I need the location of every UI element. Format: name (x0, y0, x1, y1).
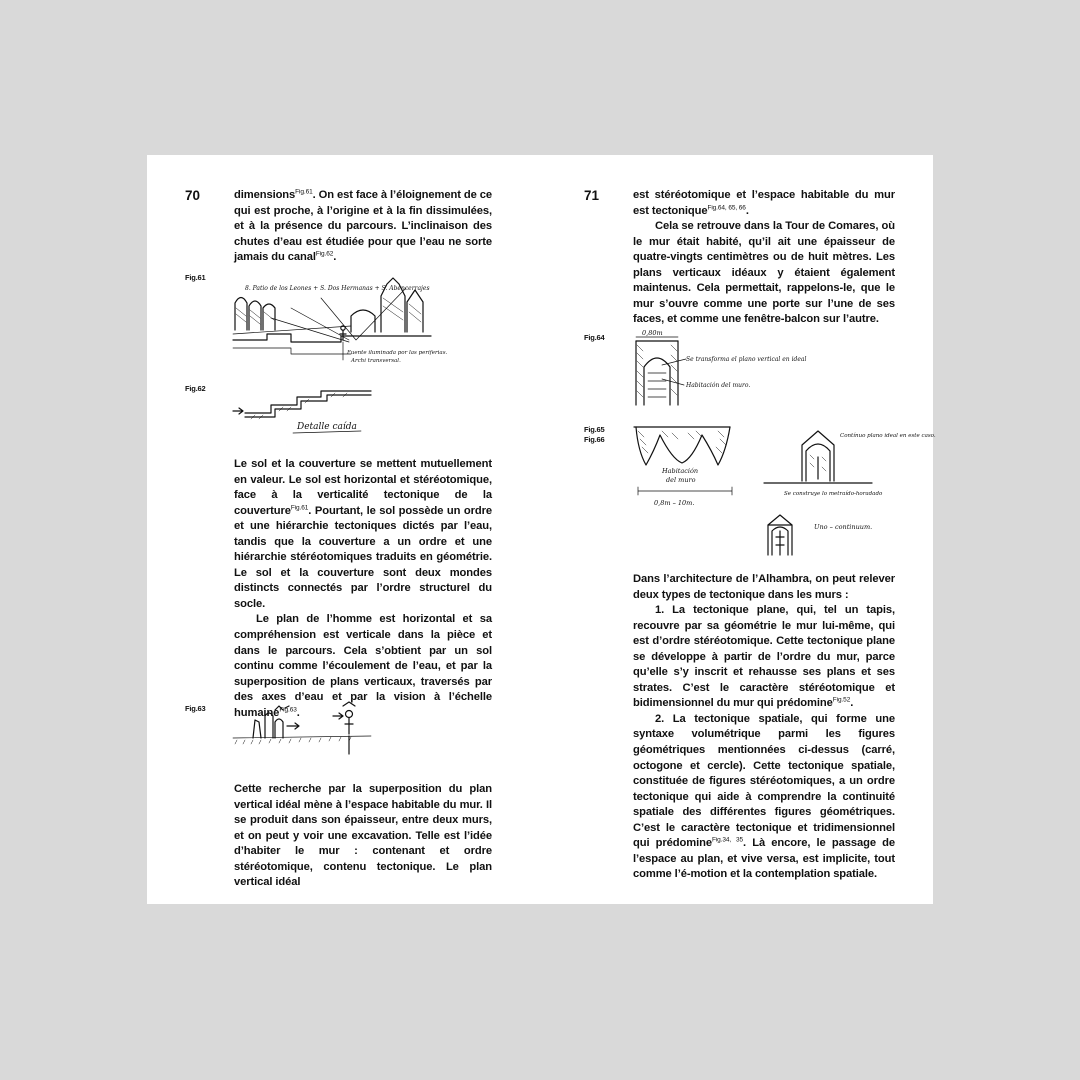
fig65-caption-2: del muro (666, 476, 696, 484)
fig64-caption-top: 0,80m (642, 329, 663, 337)
left-paragraph-3: Le plan de l’homme est horizontal et sa compréhension est verticale dans la pièce et dans le parcours. Cela s’obtient par un sol continu comme l’écoulement de l’eau, et par la superposition de plans verticaux, traversés par des axes d’eau et par la vision à l’échelle humaine$^{Fig.63}$. (234, 613, 492, 719)
fig63-label: Fig.63 (185, 704, 206, 713)
book-spread (147, 155, 936, 904)
figure-reference: Fig.61 (295, 188, 313, 196)
figure-reference: Fig.62 (315, 250, 334, 258)
fig61-caption-bottom-2: Archi transversal. (351, 358, 401, 364)
fig66-caption-1: Contínuo plano ideal en este caso. (840, 433, 936, 439)
fig66-caption-3: Uno – continuum. (814, 523, 873, 531)
figure-reference: Fig.34, 35 (711, 836, 744, 844)
right-list-item-1: 1. La tectonique plane, qui, tel un tapis, recouvre par sa géométrie le mur lui-même, qui est d’ordre stéréotomique. Cette tectonique plane se développe à partir de l’ordre du mur, parce qu’elle s’y inscrit et rehausse ses plans et ses strates. C’est le caractère stéréotomique et bidimensionnel du mur qui prédomine$^{Fig.52}$. (633, 604, 895, 710)
fig63-human-scale-sketch (231, 700, 371, 770)
fig62-caption: Detalle caída (297, 422, 357, 432)
fig65-label: Fig.65 (584, 425, 605, 434)
fig66-label: Fig.66 (584, 435, 605, 444)
fig64-caption-1: Se transforma el plano vertical en ideal (686, 356, 807, 363)
figure-reference: Fig.61 (290, 503, 309, 511)
fig61-caption-top: 8. Patio de los Leones + S. Dos Hermanas + S. Abencerrajes (245, 285, 430, 292)
fig65-wall-section-sketch (632, 421, 742, 511)
right-paragraph-3: Dans l’architecture de l’Alhambra, on peut relever deux types de tectonique dans les murs : 1. La tectonique plane, qui, tel un tapis, recouvre par sa géométrie le mur lui-même, qui est d’ordre stéréotomique. Cette tectonique plane se développe à partir de l’ordre du mur, parce qu’elle s’y inscrit et rehausse ses plans et ses strates. C’est le caractère stéréotomique et bidimensionnel du mur qui prédomine$^{Fig.52}$. 2. La tectonique spatiale, qui forme une syntaxe volumétrique parmi les figures géométriques mentionnées ci-dessus (carré, octogone et cercle). Cette tectonique spatiale, constituée de figures stéréotomiques, a un ordre tectonique qui aide à comprendre la continuité spatiale des différentes figures géométriques. C’est le caractère tectonique et tridimensionnel qui prédomine$^{Fig.34, 35}$. Là encore, le passage de l’espace au plan, et vive versa, est implicite, tout comme l’é-motion et la contemplation spatiale. (633, 572, 895, 883)
fig65-caption-1: Habitación (662, 467, 699, 475)
right-page-number: 71 (584, 188, 600, 203)
left-page-number: 70 (185, 188, 201, 203)
right-paragraph-1: est stéréotomique et l’espace habitable du mur est tectonique$^{Fig.64, 65, 66}$. Cela se retrouve dans la Tour de Comares, où le mur était habité, qu’il ait une épaisseur de quatre-vingts centimètres ou de huit mètres. Les plans verticaux idéaux y étaient également maintenus. Cela permettait, rappelons-le, que le mur s’ouvre comme une porte sur l’une de ses faces, et comme une fenêtre-balcon sur l’autre. (633, 188, 895, 328)
figure-reference: Fig.52 (832, 696, 851, 704)
right-paragraph-2: Cela se retrouve dans la Tour de Comares, où le mur était habité, qu’il ait une épaisseur de quatre-vingts centimètres ou de huit mètres. Les plans verticaux idéaux y étaient également maintenus. Cela permettait, rappelons-le, que le mur s’ouvre comme une porte sur l’une de ses faces, et comme une fenêtre-balcon sur l’autre. (633, 220, 895, 326)
left-paragraph-1: dimensions$^{Fig.61}$. On est face à l’éloignement de ce qui est proche, à l’origine et à la fin dissimulées, et à la présence du parcours. L’inclinaison des chutes d’eau est étudiée pour que l’eau ne sorte jamais du canal$^{Fig.62}$. (234, 188, 492, 264)
fig61-caption-bottom-1: Fuente iluminada por las periferias. (347, 350, 448, 356)
fig61-label: Fig.61 (185, 273, 206, 282)
fig64-caption-2: Habitación del muro. (686, 382, 751, 389)
fig66-wall-elevation-sketch (762, 421, 936, 511)
left-paragraph-2: Le sol et la couverture se mettent mutuellement en valeur. Le sol est horizontal et stéréotomique, face à la verticalité tectonique de la couverture$^{Fig.61}$. Pourtant, le sol possède un ordre et une hiérarchie tectoniques dictés par l’eau, tandis que la couverture a un ordre et une hiérarchie stéréotomiques traduits en géométrie. Le sol et la couverture sont deux mondes distincts connectés par l’ordre structurel du socle. Le plan de l’homme est horizontal et sa compréhension est verticale dans la pièce et dans le parcours. Cela s’obtient par un sol continu comme l’écoulement de l’eau, et par la superposition de plans verticaux, traversés par des axes d’eau et par la vision à l’échelle humaine$^{Fig.63}$. (234, 457, 492, 721)
fig62-label: Fig.62 (185, 384, 206, 393)
fig66-caption-2: Se construye lo metraído-horadado (784, 491, 883, 497)
fig65-caption-3: 0,8m – 10m. (654, 499, 695, 507)
right-list-item-2: 2. La tectonique spatiale, qui forme une syntaxe volumétrique parmi les figures géométriques mentionnées ci-dessus (carré, octogone et cercle). Cette tectonique spatiale, constituée de figures stéréotomiques, a un ordre tectonique qui aide à comprendre la continuité spatiale des différentes figures géométriques. C’est le caractère tectonique et tridimensionnel qui prédomine$^{Fig.34, 35}$. Là encore, le passage de l’espace au plan, et vive versa, est implicite, tout comme l’é-motion et la contemplation spatiale. (633, 712, 895, 881)
fig66-pavilion-sketch (762, 507, 907, 562)
fig61-section-sketch (231, 268, 448, 373)
left-paragraph-4: Cette recherche par la superposition du plan vertical idéal mène à l’espace habitable du mur. Il se produit dans son épaisseur, entre deux murs, et on peut y voir une excavation. Telle est l’idée d’habiter le mur : contenant et ordre stéréotomique, contenu tectonique. Le plan vertical idéal (234, 783, 492, 889)
figure-reference: Fig.63 (279, 706, 297, 714)
fig62-water-step-sketch (231, 383, 381, 439)
fig64-tower-wall-sketch (632, 327, 807, 417)
fig64-label: Fig.64 (584, 333, 605, 342)
figure-reference: Fig.64, 65, 66 (707, 203, 746, 211)
